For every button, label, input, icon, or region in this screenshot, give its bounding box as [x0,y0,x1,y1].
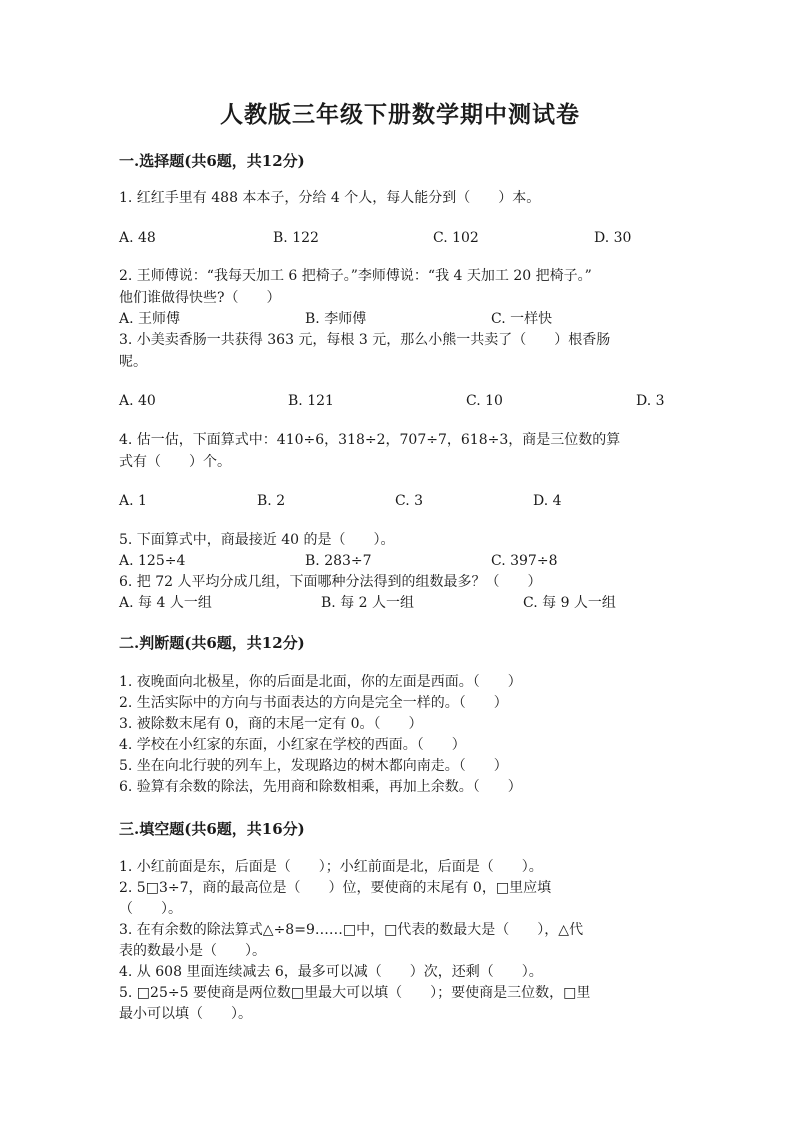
section-heading-judgement: 二.判断题(共6题，共12分) [119,634,305,652]
page-title: 人教版三年级下册数学期中测试卷 [220,101,580,128]
q4-option-a: A. 1 [119,493,147,509]
q1-option-d: D. 30 [594,230,632,246]
q6-option-b: B. 每 2 人一组 [321,595,414,611]
q4-option-d: D. 4 [533,493,562,509]
question-2-line2: 他们谁做得快些?（ ） [119,290,281,306]
question-6: 6. 把 72 人平均分成几组，下面哪种分法得到的组数最多？（ ） [119,574,542,590]
q6-option-a: A. 每 4 人一组 [119,595,212,611]
q2-option-b: B. 李师傅 [305,311,367,327]
question-5: 5. 下面算式中，商最接近 40 的是（ ）。 [119,532,395,548]
q4-option-c: C. 3 [395,493,424,509]
q5-option-c: C. 397÷8 [491,553,558,569]
q2-option-a: A. 王师傅 [119,311,181,327]
fill-blank-line: 1. 小红前面是东，后面是（ ）；小红前面是北，后面是（ ）。 [119,859,543,875]
judgement-item: 3. 被除数末尾有 0，商的末尾一定有 0。（ ） [119,716,423,732]
section-heading-fill-blank: 三.填空题(共6题，共16分) [119,820,305,838]
question-1: 1. 红红手里有 488 本本子，分给 4 个人，每人能分到（ ）本。 [119,190,541,206]
section-heading-choice: 一.选择题(共6题，共12分) [119,152,305,170]
fill-blank-line: （ ）。 [119,901,182,917]
q3-option-d: D. 3 [636,393,665,409]
judgement-item: 6. 验算有余数的除法，先用商和除数相乘，再加上余数。（ ） [119,779,522,795]
question-4-line2: 式有（ ）个。 [119,454,231,470]
q5-option-a: A. 125÷4 [119,553,186,569]
q3-option-a: A. 40 [119,393,156,409]
question-3-line2: 呢。 [119,354,147,370]
fill-blank-line: 4. 从 608 里面连续减去 6，最多可以减（ ）次，还剩（ ）。 [119,964,543,980]
q6-option-c: C. 每 9 人一组 [523,595,616,611]
q1-option-b: B. 122 [273,230,319,246]
fill-blank-line: 2. 5□3÷7，商的最高位是（ ）位，要使商的末尾有 0，□里应填 [119,880,552,896]
q3-option-b: B. 121 [288,393,334,409]
fill-blank-line: 3. 在有余数的除法算式△÷8=9……□中，□代表的数最大是（ ），△代 [119,922,584,938]
question-3-line1: 3. 小美卖香肠一共获得 363 元，每根 3 元，那么小熊一共卖了（ ）根香肠 [119,332,611,348]
q2-option-c: C. 一样快 [491,311,553,327]
q4-option-b: B. 2 [257,493,286,509]
fill-blank-line: 表的数最小是（ ）。 [119,943,266,959]
question-2-line1: 2. 王师傅说：“我每天加工 6 把椅子。”李师傅说：“我 4 天加工 20 把椅子。” [119,268,592,284]
judgement-item: 1. 夜晚面向北极星，你的后面是北面，你的左面是西面。（ ） [119,674,522,690]
q3-option-c: C. 10 [466,393,503,409]
q1-option-a: A. 48 [119,230,156,246]
judgement-item: 2. 生活实际中的方向与书面表达的方向是完全一样的。（ ） [119,695,508,711]
fill-blank-line: 最小可以填（ ）。 [119,1006,252,1022]
question-4-line1: 4. 估一估，下面算式中：410÷6，318÷2，707÷7，618÷3，商是三位数的算 [119,432,621,448]
judgement-item: 4. 学校在小红家的东面，小红家在学校的西面。（ ） [119,737,466,753]
fill-blank-line: 5. □25÷5 要使商是两位数□里最大可以填（ ）；要使商是三位数，□里 [119,985,591,1001]
q1-option-c: C. 102 [433,230,479,246]
judgement-item: 5. 坐在向北行驶的列车上，发现路边的树木都向南走。（ ） [119,758,508,774]
q5-option-b: B. 283÷7 [305,553,372,569]
